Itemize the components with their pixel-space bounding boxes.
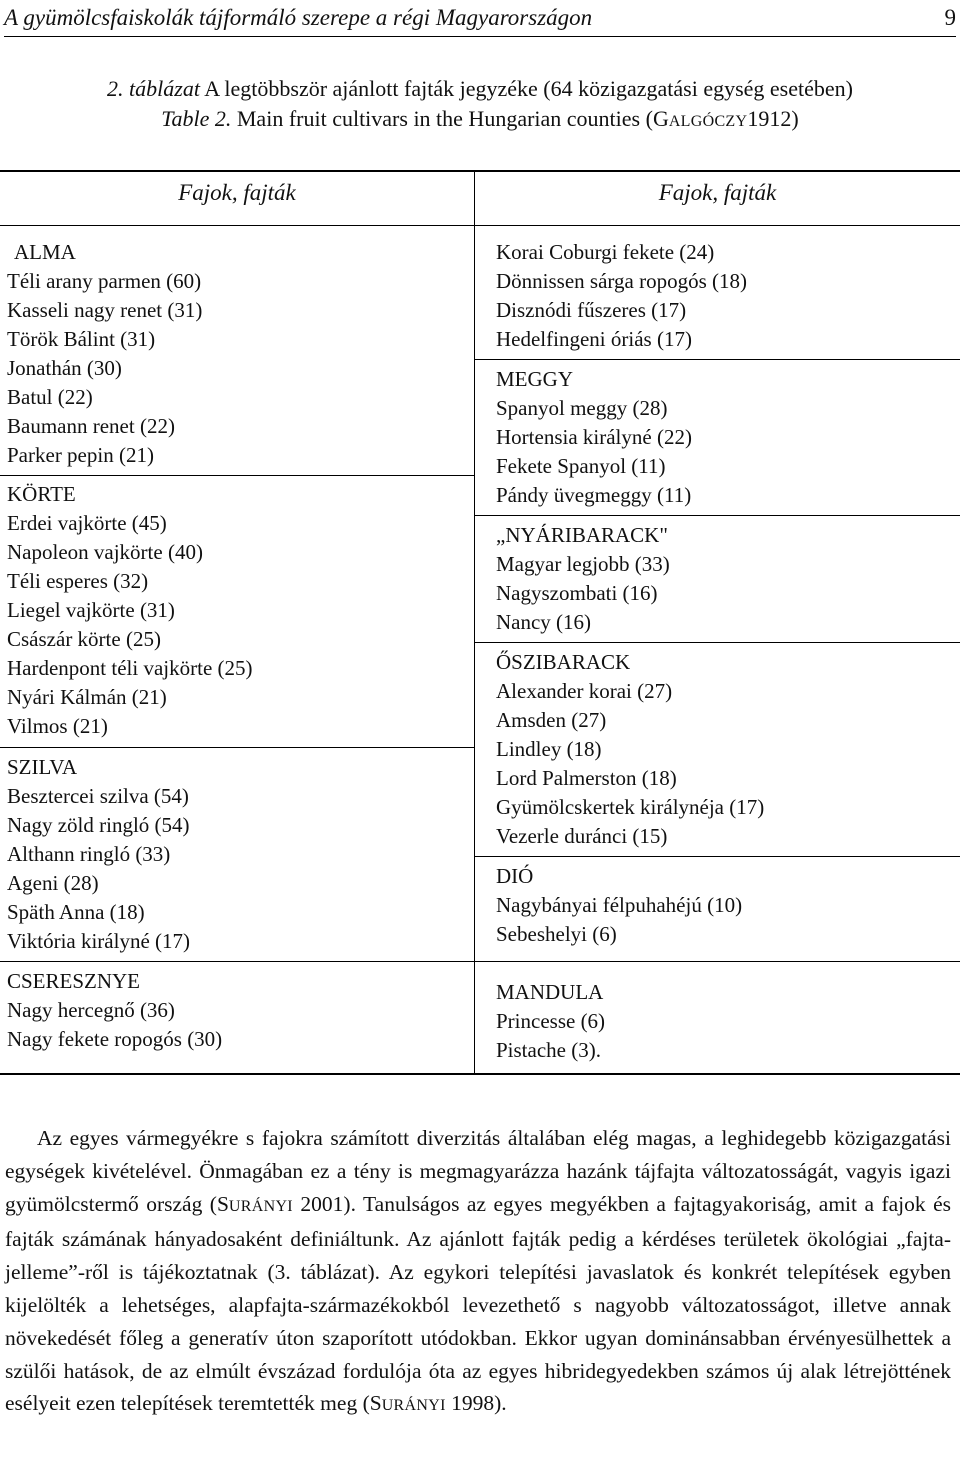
group-meggy [496,365,692,510]
list-item: Amsden (27) [496,708,607,732]
list-item: Viktória királyné (17) [7,929,191,953]
left-column [7,170,467,1070]
list-item: Vezerle duránci (15) [496,824,668,848]
table-column-divider [474,170,475,1074]
caption-author-rest: ALGÓCZY [668,113,748,130]
list-item: Jonathán (30) [7,356,122,380]
paragraph-text: Az egyes vármegyékre s fajokra számított diverzitás általában elég magas, a leghidegebb közigazgatási egységek kivételével. Önmagában ez a tény is megmagyarázza hazánk tájfajta változatosságát, vagyis igazi gyümölcstermő ország ( [5,1126,951,1216]
group-korte [7,480,253,741]
list-item: Erdei vajkörte (45) [7,511,167,535]
group-mandula [496,978,605,1065]
list-item: Téli arany parmen (60) [7,269,202,293]
list-item: Vilmos (21) [7,714,108,738]
group-title: KÖRTE [7,482,76,506]
running-title: A gyümölcsfaiskolák tájformáló szerepe a régi Magyarországon [4,5,593,30]
group-alma [7,238,202,470]
list-item: Alexander korai (27) [496,679,673,703]
table-label-hu: 2. táblázat [107,76,200,101]
group-title: SZILVA [7,755,78,779]
list-item: Gyümölcskertek királynéja (17) [496,795,765,819]
list-item: Späth Anna (18) [7,900,145,924]
table-caption-en [0,104,960,137]
group-title: MEGGY [496,367,573,391]
list-item: Nagy hercegnő (36) [7,998,175,1022]
list-item: Besztercei szilva (54) [7,784,189,808]
list-item: Dönnissen sárga ropogós (18) [496,269,747,293]
list-item: Nagyszombati (16) [496,581,658,605]
group-title: ŐSZIBARACK [496,650,631,674]
list-item: Princesse (6) [496,1009,606,1033]
group-dio [496,862,742,949]
group-title: MANDULA [496,980,604,1004]
list-item: Nagy fekete ropogós (30) [7,1027,223,1051]
group-oszibarack [496,648,764,851]
list-item: Hedelfingeni óriás (17) [496,327,692,351]
list-item: Pistache (3). [496,1038,601,1062]
list-item: Baumann renet (22) [7,414,175,438]
paragraph [5,1122,951,1423]
group-title: „NYÁRIBARACK" [496,523,668,547]
group-szilva [7,753,190,956]
group-cseresznye [7,967,222,1054]
table-bottom-rule [0,1073,960,1075]
list-item: Nyári Kálmán (21) [7,685,167,709]
group-cseresznye-continued [496,238,747,354]
table-label-en: Table 2. [161,106,232,131]
caption-author-initial: G [652,106,669,131]
paragraph-text: Tanulságos az egyes megyékben a fajtagyakoriság, amit a fajok és fajták számának hányadosaként definiáltunk. Az ajánlott fajták pedig a kérdéses területek ökológiai „fajta-jelleme”-ről is tájékoztatnak (3. táblázat). Az egykori telepítési javaslatok és konkrét telepítések egyben kijelölték a lehetséges, alapfajta-származékokból levezethető s nagyobb változatosságot, illetve annak növekedését főleg a generatív úton szaporított utódokban. Ekkor ugyan dominánsabban érvényesülhettek a szülői hatások, de az elmúlt évszázad fordulója óta az egyes hibridegyedekben számos új alak létrejöttének esélyeit ezen telepítések teremtették meg ( [5,1191,951,1416]
group-title: DIÓ [496,864,534,888]
table-caption-hu-text: A legtöbbször ajánlott fajták jegyzéke (64 közigazgatási egység esetében) [199,76,853,101]
citation-author: URÁNYI [228,1197,293,1215]
list-item: Császár körte (25) [7,627,161,651]
citation-author: URÁNYI [381,1397,446,1415]
list-item: Disznódi fűszeres (17) [496,298,687,322]
caption-year: 1912) [747,106,799,131]
list-item: Magyar legjobb (33) [496,552,670,576]
list-item: Sebeshelyi (6) [496,922,617,946]
list-item: Napoleon vajkörte (40) [7,540,203,564]
list-item: Lord Palmerston (18) [496,766,677,790]
list-item: Althann ringló (33) [7,842,171,866]
body-paragraph [5,1122,951,1423]
group-title: ALMA [14,240,76,264]
citation-year: 2001). [292,1191,356,1216]
list-item: Pándy üvegmeggy (11) [496,483,692,507]
citation-year: 1998). [445,1391,507,1416]
right-column-header: Fajok, fajták [658,180,777,205]
list-item: Batul (22) [7,385,93,409]
list-item: Téli esperes (32) [7,569,149,593]
table-caption-en-text: Main fruit cultivars in the Hungarian counties ( [231,106,653,131]
citation-initial: S [216,1191,229,1216]
left-column-header: Fajok, fajták [178,180,296,205]
right-column [496,170,956,1070]
list-item: Ageni (28) [7,871,99,895]
list-item: Nagybányai félpuhahéjú (10) [496,893,743,917]
list-item: Fekete Spanyol (11) [496,454,666,478]
running-header [4,0,956,37]
table-caption-hu [0,74,960,104]
list-item: Spanyol meggy (28) [496,396,668,420]
list-item: Lindley (18) [496,737,602,761]
list-item: Korai Coburgi fekete (24) [496,240,715,264]
page-number: 9 [944,5,956,30]
list-item: Kasseli nagy renet (31) [7,298,203,322]
list-item: Hardenpont téli vajkörte (25) [7,656,253,680]
list-item: Liegel vajkörte (31) [7,598,175,622]
list-item: Parker pepin (21) [7,443,154,467]
group-title: CSERESZNYE [7,969,141,993]
citation-initial: S [369,1391,382,1416]
group-nyaribarack [496,521,670,637]
list-item: Hortensia királyné (22) [496,425,692,449]
list-item: Nancy (16) [496,610,592,634]
cultivar-table [0,170,960,1075]
list-item: Török Bálint (31) [7,327,156,351]
list-item: Nagy zöld ringló (54) [7,813,190,837]
